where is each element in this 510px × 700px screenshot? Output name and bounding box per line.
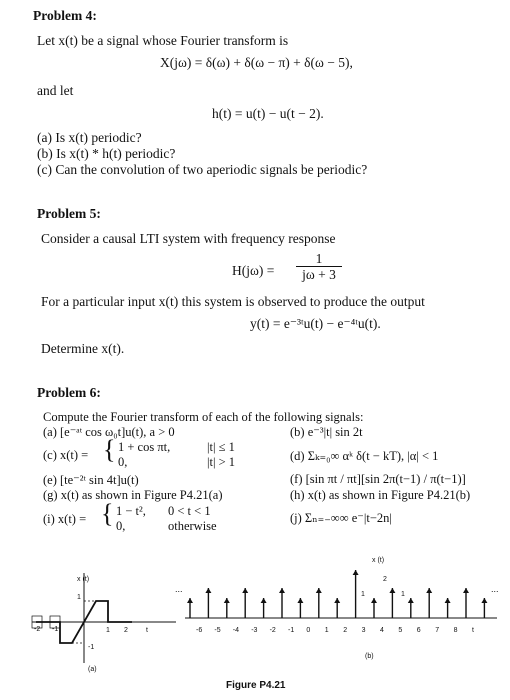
figure-b-xtick: -2: [269, 627, 276, 634]
figure-b-impulse-arrowhead: [389, 588, 395, 593]
figure-b-impulse-arrowhead: [426, 588, 432, 593]
problem-6-item-i-brace: {: [101, 499, 114, 528]
problem-6-intro: Compute the Fourier transform of each of the following signals:: [43, 410, 364, 424]
figure-b-impulse-arrowhead: [481, 598, 487, 603]
problem-6-item-c-condition-2: |t| > 1: [207, 455, 236, 469]
problem-4-and-let: and let: [37, 83, 74, 98]
problem-6-item-i-condition-1: 0 < t < 1: [168, 504, 211, 518]
problem-4-fourier-equation: X(jω) = δ(ω) + δ(ω − π) + δ(ω − 5),: [160, 55, 353, 70]
figure-a-xtick-t: t: [146, 627, 148, 634]
problem-6-item-j: (j) Σₙ₌₋∞∞ e⁻|t−2n|: [290, 511, 392, 525]
problem-6-item-c-condition-1: |t| ≤ 1: [207, 440, 235, 454]
problem-6-heading: Problem 6:: [37, 385, 101, 400]
figure-b-xtick: 8: [453, 627, 458, 634]
figure-a-xtick-2: 2: [124, 627, 128, 634]
problem-6-item-i-case-2: 0,: [116, 519, 126, 533]
figure-b-ellipsis-right: ...: [491, 584, 499, 594]
figure-b-xtick: 6: [416, 627, 421, 634]
figure-b-xtick: 1: [324, 627, 329, 634]
problem-4-question-c: (c) Can the convolution of two aperiodic signals be periodic?: [37, 162, 368, 177]
problem-6-item-c-case-1: 1 + cos πt,: [118, 440, 171, 454]
problem-4-heading: Problem 4:: [33, 8, 97, 23]
problem-6-item-i-case-1: 1 − t²,: [116, 504, 146, 518]
figure-b-impulse-arrowhead: [279, 588, 285, 593]
problem-6-item-g: (g) x(t) as shown in Figure P4.21(a): [43, 488, 223, 502]
figure-b-impulse-arrowhead: [371, 598, 377, 603]
problem-6-item-d: (d) Σₖ₌₀∞ αᵏ δ(t − kT), |α| < 1: [290, 449, 439, 463]
problem-6-item-h: (h) x(t) as shown in Figure P4.21(b): [290, 488, 471, 502]
figure-b-xtick: 7: [435, 627, 440, 634]
figure-b-xtick: 5: [398, 627, 403, 634]
problem-5-h-numerator: 1: [296, 252, 342, 267]
figure-a: [28, 565, 188, 675]
figure-a-y-label: x (t): [77, 576, 90, 583]
figure-b-impulse-arrowhead: [408, 598, 414, 603]
figure-b-impulse-arrowhead: [463, 588, 469, 593]
figure-caption: Figure P4.21: [226, 680, 286, 691]
problem-6-item-c-lhs: (c) x(t) =: [43, 448, 89, 462]
problem-6-item-b: (b) e⁻³|t| sin 2t: [290, 425, 363, 439]
problem-6-item-c-brace: {: [103, 435, 116, 464]
figure-b: [175, 552, 505, 664]
figure-b-xtick: 0: [306, 627, 311, 634]
problem-6-item-f: (f) [sin πt / πt][sin 2π(t−1) / π(t−1)]: [290, 472, 466, 486]
problem-6-item-i-lhs: (i) x(t) =: [43, 512, 87, 526]
figure-b-xtick: 4: [380, 627, 384, 634]
figure-b-xtick: 2: [343, 627, 348, 634]
figure-b-y-label: x (t): [372, 557, 385, 564]
figure-b-impulse-arrowhead: [445, 598, 451, 603]
figure-a-ytick-1: 1: [77, 594, 81, 601]
figure-b-impulse-label-2: 2: [383, 576, 387, 583]
figure-b-impulse-label-1b: 1: [361, 591, 365, 598]
figure-a-xtick-1: 1: [106, 627, 110, 634]
problem-4-question-a: (a) Is x(t) periodic?: [37, 130, 142, 145]
figure-b-impulse-arrowhead: [261, 598, 267, 603]
figure-b-xtick: 3: [361, 627, 366, 634]
figure-b-impulse-arrowhead: [187, 598, 193, 603]
figure-b-impulse-label-1a: 1: [401, 591, 405, 598]
figure-b-impulse-arrowhead: [334, 598, 340, 603]
figure-b-impulse-arrowhead: [353, 570, 359, 575]
figure-b-xtick: -5: [214, 627, 221, 634]
figure-a-xtick-neg1: -1: [52, 626, 59, 633]
figure-b-impulse-arrowhead: [316, 588, 322, 593]
problem-4-h-equation: h(t) = u(t) − u(t − 2).: [212, 106, 324, 121]
problem-5-determine: Determine x(t).: [41, 341, 125, 356]
figure-b-caption-label: (b): [365, 653, 374, 660]
figure-b-impulse-arrowhead: [297, 598, 303, 603]
figure-a-ytick-neg1: -1: [88, 644, 95, 651]
problem-5-heading: Problem 5:: [37, 206, 101, 221]
figure-a-caption-label: (a): [88, 666, 97, 673]
problem-4-intro: Let x(t) be a signal whose Fourier transform is: [37, 33, 289, 48]
problem-4-question-b: (b) Is x(t) * h(t) periodic?: [37, 146, 176, 161]
problem-6-item-a: (a) [e⁻ᵃᵗ cos ω₀t]u(t), a > 0: [43, 425, 175, 439]
figure-b-impulse-arrowhead: [242, 588, 248, 593]
figure-b-ellipsis-left: ...: [175, 584, 183, 594]
problem-5-h-lhs: H(jω) =: [232, 263, 275, 278]
problem-6-item-i-condition-2: otherwise: [168, 519, 217, 533]
problem-5-line-2: For a particular input x(t) this system is observed to produce the output: [41, 294, 425, 309]
problem-5-line-1: Consider a causal LTI system with frequency response: [41, 231, 336, 246]
figure-b-xtick: -1: [288, 627, 295, 634]
problem-6-item-c-case-2: 0,: [118, 455, 128, 469]
figure-a-xtick-neg2: -2: [34, 626, 41, 633]
figure-b-impulse-arrowhead: [224, 598, 230, 603]
problem-6-item-e: (e) [te⁻²ᵗ sin 4t]u(t): [43, 473, 139, 487]
figure-b-xtick: -3: [251, 627, 258, 634]
figure-b-xtick: -4: [232, 627, 240, 634]
problem-5-output-equation: y(t) = e⁻³ᵗu(t) − e⁻⁴ᵗu(t).: [250, 316, 381, 331]
problem-5-h-denominator: jω + 3: [302, 267, 336, 282]
figure-b-xtick: t: [472, 627, 474, 634]
figure-b-xtick: -6: [196, 627, 203, 634]
figure-b-impulse-arrowhead: [205, 588, 211, 593]
